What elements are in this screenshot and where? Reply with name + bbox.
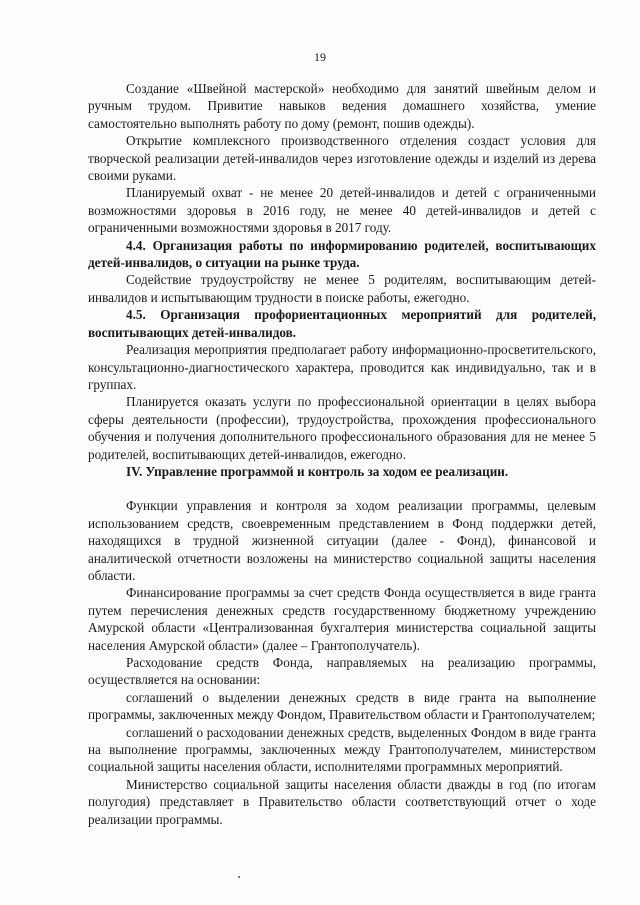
paragraph-management-functions: Функции управления и контроля за ходом реализации программы, целевым использованием средств, своевременным представлением в Фонд поддержки детей, находящихся в трудной жизненной ситуации (далее - Фонд), финансовой и аналитической отчетности возложены на министерство социальной защиты населения области. [88, 498, 596, 583]
paragraph-implementation: Реализация мероприятия предполагает работу информационно-просветительского, консультационно-диагностического характера, проводится как индивидуально, так и в группах. [88, 342, 596, 392]
heading-4-5: 4.5. Организация профориентационных мероприятий для родителей, воспитывающих детей-инвалидов. [88, 307, 596, 340]
heading-4-4: 4.4. Организация работы по информированию родителей, воспитывающих детей-инвалидов, о ситуации на рынке труда. [88, 237, 596, 271]
section-heading-iv: IV. Управление программой и контроль за ходом ее реализации. [126, 463, 509, 479]
document-body [88, 80, 596, 828]
paragraph-grant-agreements: соглашений о выделении денежных средств в виде гранта на выполнение программы, заключенных между Фондом, Правительством области и Грантополучателем; [88, 689, 596, 723]
paragraph-career-guidance: Планируется оказать услуги по профессиональной ориентации в целях выбора сферы деятельности (профессии), трудоустройства, прохождения профессионального обучения и получения дополнительного профессионального образования для не менее 5 родителей, воспитывающих детей-инвалидов, ежегодно. [88, 394, 596, 462]
page-number: 19 [314, 50, 326, 64]
scan-mark [238, 876, 240, 878]
paragraph-sewing-workshop: Создание «Швейной мастерской» необходимо для занятий швейным делом и ручным трудом. Привитие навыков ведения домашнего хозяйства, умение самостоятельно выполнять работу по дому (ремонт, пошив одежды). [88, 81, 596, 131]
paragraph-employment-assistance: Содействие трудоустройству не менее 5 родителям, воспитывающим детей-инвалидов и испытывающим трудности в поиске работы, ежегодно. [88, 272, 596, 305]
paragraph-financing: Финансирование программы за счет средств Фонда осуществляется в виде гранта путем перечисления денежных средств государственному бюджетному учреждению Амурской области «Централизованная бухгалтерия министерства социальной защиты населения Амурской области» (далее – Грантополучатель). [88, 585, 596, 653]
paragraph-planned-coverage: Планируемый охват - не менее 20 детей-инвалидов и детей с ограниченными возможностями здоровья в 2016 году, не менее 40 детей-инвалидов и детей с ограниченными возможностями здоровья в 2017 году. [88, 185, 596, 236]
paragraph-spending-agreements: соглашений о расходовании денежных средств, выделенных Фондом в виде гранта на выполнение программы, заключенных между Грантополучателем, министерством социальной защиты населения области, исполнителями программных мероприятий. [88, 724, 596, 775]
paragraph-production-department: Открытие комплексного производственного отделения создаст условия для творческой реализации детей-инвалидов через изготовление одежды и изделий из дерева своими руками. [88, 133, 596, 184]
paragraph-spending-basis: Расходование средств Фонда, направляемых на реализацию программы, осуществляется на основании: [88, 655, 596, 688]
paragraph-reporting: Министерство социальной защиты населения области дважды в год (по итогам полугодия) представляет в Правительство области соответствующий отчет о ходе реализации программы. [88, 776, 596, 827]
